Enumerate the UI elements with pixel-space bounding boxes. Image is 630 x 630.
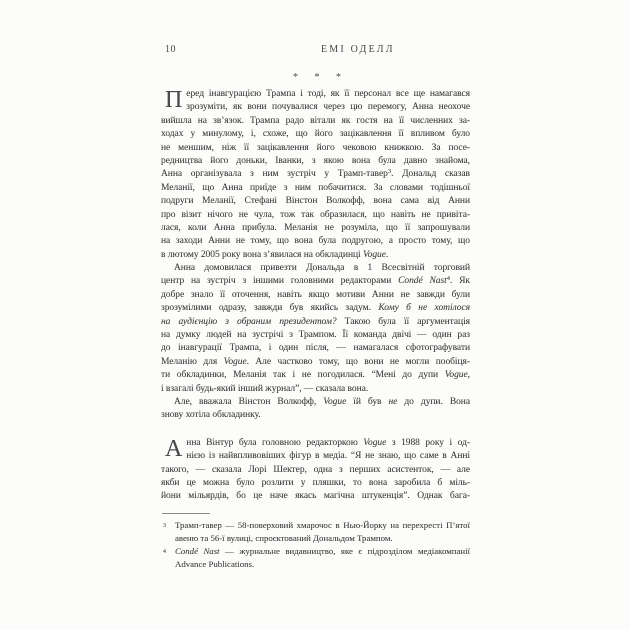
text-line bbox=[161, 155, 470, 168]
paragraph bbox=[161, 396, 470, 423]
text-run: Анна домовилася привезти Дональда в 1 Всесвітній торговий bbox=[174, 263, 470, 274]
paragraph bbox=[161, 262, 470, 396]
text-line bbox=[161, 409, 470, 422]
text-line bbox=[161, 182, 470, 195]
footnote-ref: 3 bbox=[387, 168, 392, 175]
page-header bbox=[161, 44, 470, 56]
text-run: . Як bbox=[449, 276, 470, 287]
text-column bbox=[161, 44, 470, 571]
text-line bbox=[161, 356, 470, 369]
text-run: не меншим, ніж її зацікавлення його чековою книжкою. За посе- bbox=[161, 142, 470, 153]
text-run: Меланії, що Анна приїде з ним побачитися. За словами тодішньої bbox=[161, 182, 470, 193]
text-line bbox=[186, 437, 470, 450]
footnote bbox=[161, 519, 470, 545]
text-line bbox=[161, 490, 470, 503]
italic-run: Кому б не хотілося bbox=[378, 303, 470, 314]
text-run: на заходи Анни не тому, що вона була подругою, а просто тому, що bbox=[161, 236, 470, 247]
text-run: Advance Publications. bbox=[175, 558, 255, 569]
text-line bbox=[186, 450, 470, 463]
text-line bbox=[161, 289, 470, 302]
body-text bbox=[161, 88, 470, 504]
footnote bbox=[161, 545, 470, 571]
text-run: Але, вважала Вінстон Волкофф, bbox=[174, 396, 324, 407]
text-run: до дупи. Вона bbox=[397, 396, 470, 407]
text-run: . Дональд сказав bbox=[391, 169, 470, 180]
footnote-marker: 4 bbox=[163, 548, 166, 555]
text-run: центр на зустріч з іншими головними редакторами bbox=[161, 276, 399, 287]
drop-cap: П bbox=[165, 87, 183, 113]
text-run: зрозумілими одразу, завжди був якийсь задум. bbox=[161, 303, 379, 314]
text-line bbox=[161, 342, 470, 355]
italic-run: Vogue, bbox=[444, 370, 470, 381]
drop-cap: А bbox=[165, 435, 183, 462]
running-head: ЕМІ ОДЕЛЛ bbox=[321, 44, 395, 55]
text-line bbox=[161, 209, 470, 222]
text-run: редництва його доньки, Іванки, з якою вона була давно знайома, bbox=[161, 155, 470, 166]
text-run: добре знало її оточення, навіть якщо мотиви Анни не завжди були bbox=[161, 289, 470, 300]
text-line bbox=[175, 558, 470, 571]
italic-run: Condé Nast bbox=[398, 276, 447, 287]
text-line bbox=[186, 88, 470, 101]
text-line bbox=[161, 329, 470, 342]
italic-run: на аудієнцію з обраним президентом? bbox=[161, 316, 337, 327]
text-run: Трамп-тавер — 58-поверховий хмарочос в Нью-Йорку на перехресті П’ятої bbox=[175, 519, 470, 530]
text-line bbox=[161, 262, 470, 275]
text-run: на думку людей на зустрічі з Трампом. Її команда двічі — один раз bbox=[161, 330, 470, 341]
text-run: ти обкладинки, Меланія так і не погодилася. “Мені до дупи bbox=[161, 370, 445, 381]
section-break: * * * bbox=[293, 72, 348, 83]
text-run: знову хотіла обкладинку. bbox=[161, 410, 261, 421]
text-run: про візит нічого не чула, тож так образилася, що навіть не привіта- bbox=[161, 209, 470, 220]
text-run: до інавгурації Трампа, і один після, — намагалася сфотографувати bbox=[161, 343, 470, 354]
text-line bbox=[161, 383, 470, 396]
text-line bbox=[161, 142, 470, 155]
text-run: лася, коли Анна прибула. Меланія не розуміла, що її запрошували bbox=[161, 222, 470, 233]
text-run: з 1988 року і од- bbox=[386, 437, 470, 448]
text-line bbox=[175, 545, 470, 558]
text-line bbox=[161, 396, 470, 409]
text-run: якби це можна було розлити у пляшки, то вона заробила б міль- bbox=[161, 477, 470, 488]
text-run: Такою була її аргументація bbox=[336, 316, 470, 327]
italic-run: Vogue bbox=[323, 396, 347, 407]
text-run: еред інавгурацією Трампа і тоді, як її персонал все ще намагався bbox=[186, 89, 470, 99]
text-run: ходах у минулому, і, схоже, що його зацікавлення її впливом було bbox=[161, 129, 470, 140]
text-run: . bbox=[385, 249, 389, 260]
footnote-rule bbox=[162, 513, 210, 514]
text-line bbox=[161, 369, 470, 382]
text-line bbox=[161, 316, 470, 329]
text-line bbox=[161, 128, 470, 141]
page-number: 10 bbox=[165, 44, 176, 55]
text-line bbox=[186, 101, 470, 114]
text-run: йони мільярдів, бо це наче якась магічна штукенція”. Однак бага- bbox=[161, 491, 470, 502]
text-run: нна Вінтур була головною редакторкою bbox=[186, 437, 364, 448]
italic-run: Vogue bbox=[363, 437, 387, 448]
footnotes bbox=[161, 519, 470, 571]
text-run: зрозуміти, як вони почувалися через цю перемогу, Анна неохоче bbox=[186, 102, 470, 113]
text-run: . Але частково тому, що вони не могли пообіця- bbox=[246, 356, 470, 367]
text-run: їй був bbox=[346, 396, 389, 407]
footnote-marker: 3 bbox=[163, 522, 166, 529]
text-run: подруги Меланії, Стефані Вінстон Волкофф, вона сама від Анни bbox=[161, 196, 470, 207]
text-run: авеню та 56-ї вулиці, спроєктований Дональдом Трампом. bbox=[175, 532, 393, 543]
text-line bbox=[161, 115, 470, 128]
text-run: Меланію для bbox=[161, 356, 224, 367]
italic-run: Vogue bbox=[223, 356, 247, 367]
text-line bbox=[161, 168, 470, 181]
text-run: нією із найвпливовіших фігур в медіа. “Я не знаю, що саме в Анні bbox=[186, 451, 470, 462]
paragraph bbox=[161, 437, 470, 504]
text-line bbox=[175, 519, 470, 532]
text-run: і взагалі будь-який інший журнал”, — сказала вона. bbox=[161, 383, 369, 394]
text-run: такого, — сказала Лорі Шектер, одна з перших асистенток, — але bbox=[161, 464, 470, 475]
text-run: — журнальне видавництво, яке є підрозділом медіакомпанії bbox=[219, 545, 470, 556]
text-line bbox=[175, 532, 470, 545]
italic-run: Condé Nast bbox=[175, 545, 220, 556]
footnote-ref: 4 bbox=[446, 275, 450, 282]
text-run: Анна організувала з ним зустріч у Трамп-тавер bbox=[161, 169, 388, 180]
text-line bbox=[161, 222, 470, 235]
text-run: в лютому 2005 року вона з’явилася на обкладинці bbox=[161, 249, 363, 260]
text-line bbox=[161, 195, 470, 208]
text-run: вийшла на зв’язок. Трампа радо вітали як гостя на її численних за- bbox=[161, 115, 470, 126]
text-line bbox=[161, 249, 470, 262]
paragraph bbox=[161, 88, 470, 262]
text-line bbox=[161, 275, 470, 288]
text-line bbox=[161, 464, 470, 477]
italic-run: не bbox=[388, 396, 398, 407]
italic-run: Vogue bbox=[362, 249, 386, 260]
text-line bbox=[161, 302, 470, 315]
text-line bbox=[161, 477, 470, 490]
text-line bbox=[161, 235, 470, 248]
